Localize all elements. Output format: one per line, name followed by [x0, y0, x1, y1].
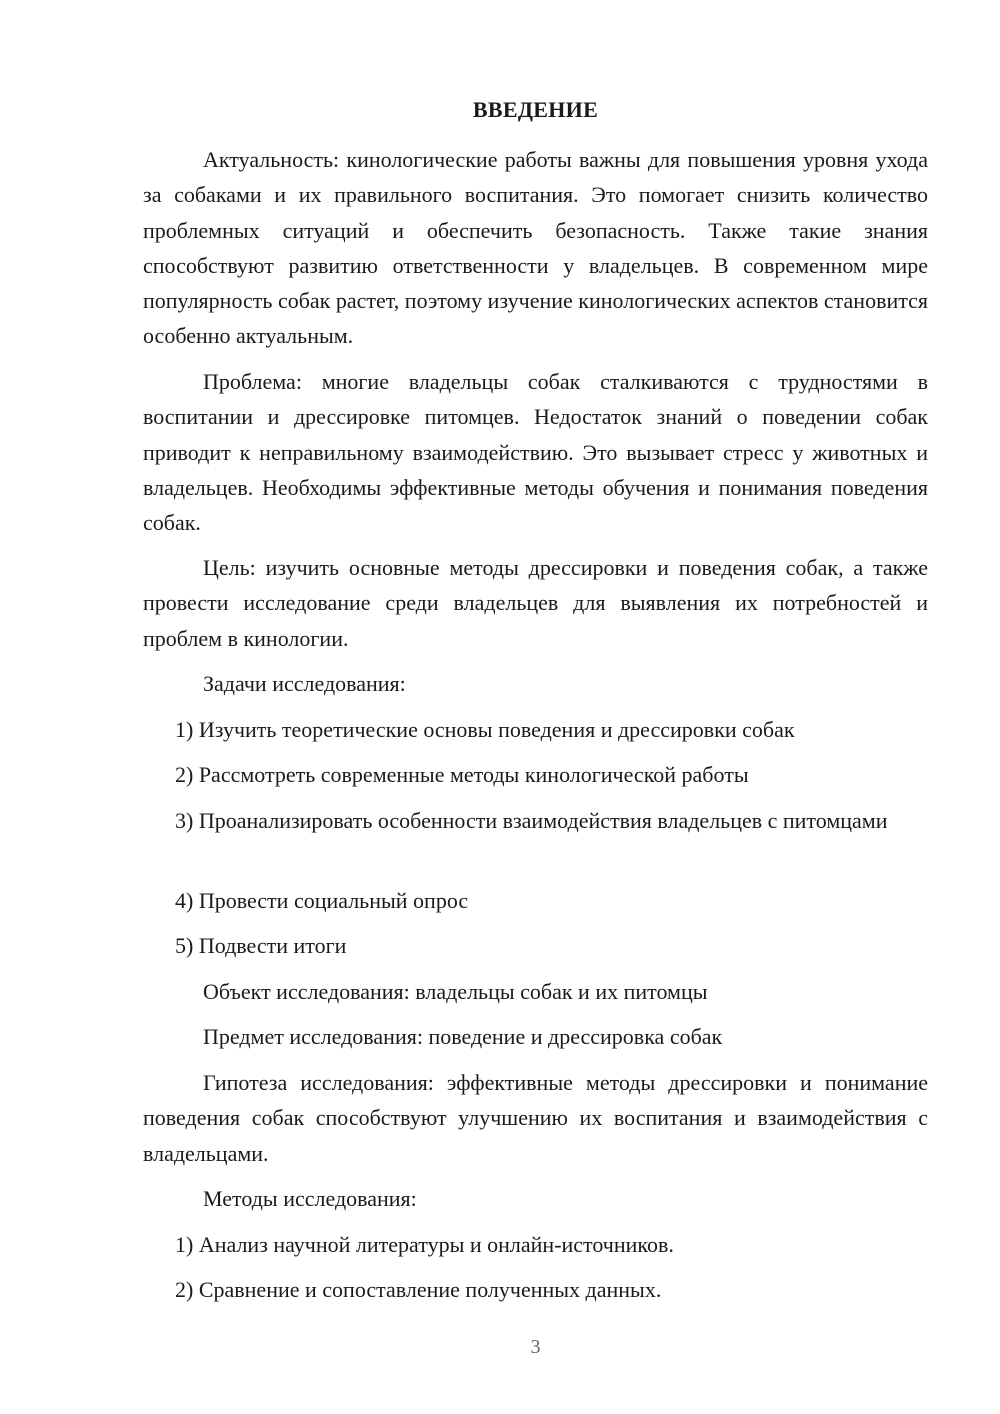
document-page [143, 0, 928, 1414]
hypothesis-paragraph: Гипотеза исследования: эффективные методы дрессировки и понимание поведения собак способствуют улучшению их воспитания и взаимодействия с владельцами. [143, 1070, 928, 1166]
relevance-paragraph: Актуальность: кинологические работы важны для повышения уровня ухода за собаками и их правильного воспитания. Это помогает снизить количество проблемных ситуаций и обеспечить безопасность. Также такие знания способствуют развитию ответственности у владельцев. В современном мире популярность собак растет, поэтому изучение кинологических аспектов становится особенно актуальным. [143, 147, 928, 349]
task-item-3: 3) Проанализировать особенности взаимодействия владельцев с питомцами [175, 808, 888, 833]
research-subject: Предмет исследования: поведение и дрессировка собак [203, 1024, 723, 1049]
tasks-title: Задачи исследования: [203, 671, 406, 696]
task-item-1: 1) Изучить теоретические основы поведения и дрессировки собак [175, 717, 795, 742]
research-object: Объект исследования: владельцы собак и их питомцы [203, 979, 708, 1004]
page-number: 3 [530, 1336, 541, 1358]
goal-paragraph: Цель: изучить основные методы дрессировки и поведения собак, а также провести исследование среди владельцев для выявления их потребностей и проблем в кинологии. [143, 555, 928, 651]
task-item-5: 5) Подвести итоги [175, 933, 347, 958]
section-heading: ВВЕДЕНИЕ [472, 97, 599, 122]
method-item-2: 2) Сравнение и сопоставление полученных данных. [175, 1277, 662, 1302]
task-item-2: 2) Рассмотреть современные методы кинологической работы [175, 762, 749, 787]
methods-title: Методы исследования: [203, 1186, 417, 1211]
method-item-1: 1) Анализ научной литературы и онлайн-источников. [175, 1232, 674, 1257]
task-item-4: 4) Провести социальный опрос [175, 888, 469, 913]
problem-paragraph: Проблема: многие владельцы собак сталкиваются с трудностями в воспитании и дрессировке питомцев. Недостаток знаний о поведении собак приводит к неправильному взаимодействию. Это вызывает стресс у животных и владельцев. Необходимы эффективные методы обучения и понимания поведения собак. [143, 369, 928, 536]
